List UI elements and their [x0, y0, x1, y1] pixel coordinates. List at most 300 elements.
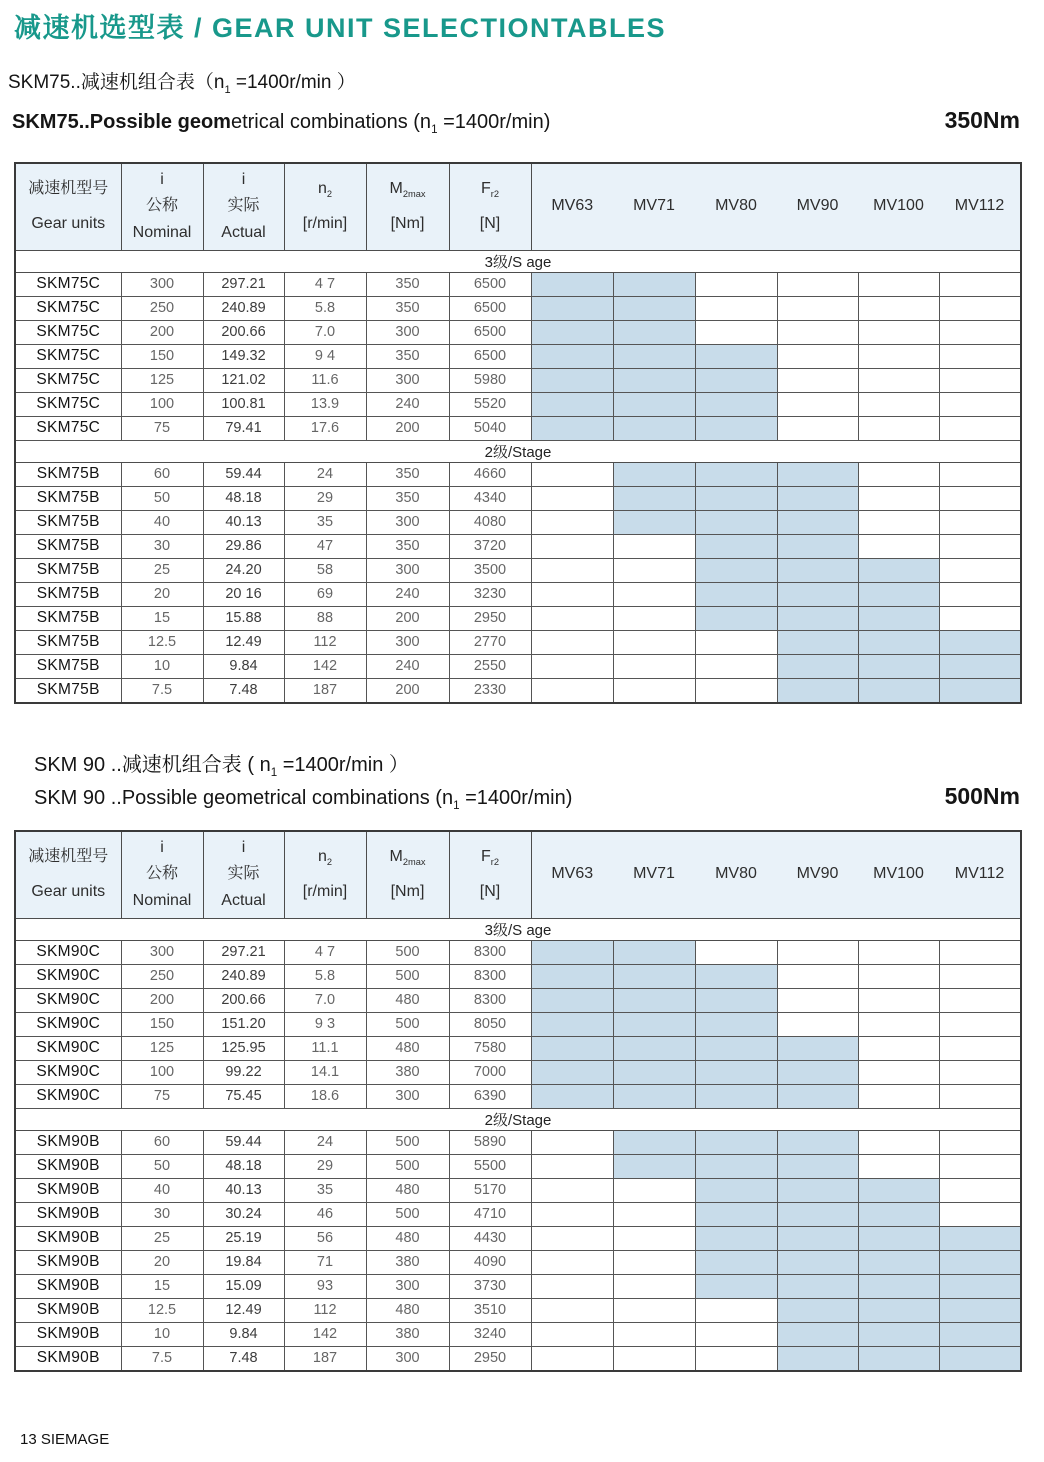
mv-cell-mv112	[939, 1012, 1021, 1036]
radial-force-value: 2950	[449, 606, 531, 630]
mv-cell-mv63	[531, 486, 613, 510]
mv-cell-mv80-available	[695, 558, 777, 582]
ratio-nominal-value: 40	[121, 510, 203, 534]
column-header-line: $M_{2max}$	[389, 180, 426, 200]
column-header-line: MV63	[551, 865, 594, 883]
mv-cell-mv80	[695, 678, 777, 703]
gear-unit-model: SKM75C	[15, 416, 121, 440]
column-header-mv112	[939, 831, 1021, 919]
ratio-actual-value: 59.44	[203, 462, 284, 486]
max-torque-value: 500	[366, 1012, 449, 1036]
column-header-mv71	[613, 831, 695, 919]
column-header-line: $M_{2max}$	[389, 848, 426, 868]
section2-title-en-tail: =1400r/min)	[459, 786, 573, 809]
output-speed-value: 5.8	[284, 964, 366, 988]
max-torque-value: 500	[366, 1154, 449, 1178]
mv-cell-mv90	[777, 940, 858, 964]
max-torque-value: 200	[366, 606, 449, 630]
ratio-nominal-value: 30	[121, 534, 203, 558]
table-row	[15, 462, 1021, 486]
output-speed-value: 112	[284, 1298, 366, 1322]
column-header-line: Gear units	[31, 214, 106, 232]
gear-unit-model: SKM75B	[15, 606, 121, 630]
section1-title-en-bold: SKM75..Possible geom	[12, 110, 231, 133]
radial-force-value: 5170	[449, 1178, 531, 1202]
column-header-mv63	[531, 831, 613, 919]
mv-cell-mv63	[531, 1154, 613, 1178]
mv-cell-mv100-available	[858, 1298, 939, 1322]
max-torque-value: 480	[366, 1036, 449, 1060]
output-speed-value: 7.0	[284, 988, 366, 1012]
ratio-actual-value: 240.89	[203, 296, 284, 320]
column-header-line: Gear units	[31, 882, 106, 900]
mv-cell-mv112	[939, 1178, 1021, 1202]
mv-cell-mv80-available	[695, 1250, 777, 1274]
mv-cell-mv112	[939, 582, 1021, 606]
output-speed-value: 88	[284, 606, 366, 630]
ratio-nominal-value: 20	[121, 582, 203, 606]
max-torque-value: 300	[366, 510, 449, 534]
mv-cell-mv100	[858, 1084, 939, 1108]
table-body-skm90	[15, 918, 1021, 1371]
mv-cell-mv112	[939, 392, 1021, 416]
section1-title-cn	[8, 67, 1044, 94]
mv-cell-mv100	[858, 272, 939, 296]
mv-cell-mv112	[939, 1130, 1021, 1154]
mv-cell-mv71	[613, 534, 695, 558]
mv-cell-mv63	[531, 1178, 613, 1202]
table-row	[15, 678, 1021, 703]
output-speed-value: 56	[284, 1226, 366, 1250]
ratio-actual-value: 240.89	[203, 964, 284, 988]
mv-cell-mv90-available	[777, 1274, 858, 1298]
column-header-mv80	[695, 831, 777, 919]
column-header-line: MV100	[873, 865, 924, 883]
max-torque-value: 500	[366, 1130, 449, 1154]
ratio-nominal-value: 25	[121, 1226, 203, 1250]
section1-title-en-tail: =1400r/min)	[437, 110, 551, 133]
mv-cell-mv80-available	[695, 392, 777, 416]
table-row	[15, 1060, 1021, 1084]
ratio-actual-value: 79.41	[203, 416, 284, 440]
column-header-mv63	[531, 163, 613, 251]
mv-cell-mv112	[939, 510, 1021, 534]
mv-cell-mv71-available	[613, 344, 695, 368]
output-speed-value: 71	[284, 1250, 366, 1274]
mv-cell-mv100	[858, 462, 939, 486]
table-row	[15, 1202, 1021, 1226]
gear-unit-model: SKM90C	[15, 1012, 121, 1036]
mv-cell-mv71-available	[613, 988, 695, 1012]
radial-force-value: 6390	[449, 1084, 531, 1108]
ratio-nominal-value: 200	[121, 320, 203, 344]
table-row	[15, 1274, 1021, 1298]
mv-cell-mv63	[531, 1202, 613, 1226]
mv-cell-mv71-available	[613, 1036, 695, 1060]
max-torque-value: 500	[366, 1202, 449, 1226]
column-header-line: $F_{r2}$	[480, 180, 500, 200]
column-header-line: 公称	[145, 865, 178, 883]
mv-cell-mv80-available	[695, 1178, 777, 1202]
stage-section-row	[15, 1108, 1021, 1130]
mv-cell-mv100	[858, 486, 939, 510]
table-row	[15, 1322, 1021, 1346]
mv-cell-mv90-available	[777, 582, 858, 606]
ratio-actual-value: 59.44	[203, 1130, 284, 1154]
gear-unit-model: SKM90B	[15, 1154, 121, 1178]
stage-section-row	[15, 918, 1021, 940]
mv-cell-mv112	[939, 486, 1021, 510]
mv-cell-mv71	[613, 1250, 695, 1274]
column-header-line: $n_2$	[317, 848, 333, 868]
ratio-actual-value: 9.84	[203, 654, 284, 678]
ratio-actual-value: 24.20	[203, 558, 284, 582]
column-header-max-torque-m2max	[366, 831, 449, 919]
output-speed-value: 29	[284, 486, 366, 510]
mv-cell-mv63-available	[531, 940, 613, 964]
table-header-row	[15, 163, 1021, 251]
ratio-actual-value: 25.19	[203, 1226, 284, 1250]
mv-cell-mv80-available	[695, 1084, 777, 1108]
section1-title-row	[12, 107, 1020, 134]
section2-title-en	[34, 787, 572, 810]
column-header-line: Actual	[221, 223, 266, 241]
column-header-line: 实际	[227, 865, 260, 883]
max-torque-value: 200	[366, 416, 449, 440]
mv-cell-mv80-available	[695, 582, 777, 606]
radial-force-value: 3500	[449, 558, 531, 582]
mv-cell-mv80-available	[695, 1060, 777, 1084]
gear-unit-model: SKM90B	[15, 1346, 121, 1371]
table-row	[15, 964, 1021, 988]
mv-cell-mv71	[613, 1178, 695, 1202]
column-header-mv80	[695, 163, 777, 251]
mv-cell-mv100-available	[858, 558, 939, 582]
gear-unit-model: SKM90B	[15, 1274, 121, 1298]
torque-rating-350: 350Nm	[944, 106, 1020, 133]
mv-cell-mv63-available	[531, 964, 613, 988]
mv-cell-mv63-available	[531, 1036, 613, 1060]
column-header-line: i	[160, 171, 164, 189]
max-torque-value: 380	[366, 1322, 449, 1346]
output-speed-value: 142	[284, 654, 366, 678]
mv-cell-mv80	[695, 630, 777, 654]
gear-unit-model: SKM75B	[15, 462, 121, 486]
mv-cell-mv71	[613, 606, 695, 630]
radial-force-value: 6500	[449, 296, 531, 320]
mv-cell-mv90	[777, 988, 858, 1012]
mv-cell-mv100	[858, 534, 939, 558]
stage-section-label: 3级/S age	[15, 250, 1021, 272]
mv-cell-mv63	[531, 1298, 613, 1322]
mv-cell-mv80	[695, 654, 777, 678]
mv-cell-mv63	[531, 678, 613, 703]
mv-cell-mv71	[613, 1322, 695, 1346]
mv-cell-mv112	[939, 534, 1021, 558]
mv-cell-mv112	[939, 296, 1021, 320]
column-header-line: Actual	[221, 891, 266, 909]
mv-cell-mv112	[939, 344, 1021, 368]
section2-title-en-mid: SKM 90 ..Possible geometrical combinations (n	[34, 786, 454, 809]
mv-cell-mv71-available	[613, 940, 695, 964]
table-row	[15, 534, 1021, 558]
ratio-nominal-value: 15	[121, 606, 203, 630]
mv-cell-mv71	[613, 678, 695, 703]
mv-cell-mv71-available	[613, 486, 695, 510]
gear-unit-model: SKM90B	[15, 1130, 121, 1154]
gear-unit-model: SKM75C	[15, 344, 121, 368]
mv-cell-mv90-available	[777, 486, 858, 510]
ratio-actual-value: 20 16	[203, 582, 284, 606]
gear-unit-model: SKM90B	[15, 1202, 121, 1226]
mv-cell-mv71	[613, 1226, 695, 1250]
mv-cell-mv63	[531, 534, 613, 558]
mv-cell-mv100-available	[858, 654, 939, 678]
catalog-page	[0, 14, 1044, 1462]
section1-title-en-mid: etrical combinations (n	[230, 110, 432, 133]
mv-cell-mv80	[695, 940, 777, 964]
mv-cell-mv63	[531, 1130, 613, 1154]
ratio-nominal-value: 50	[121, 1154, 203, 1178]
mv-cell-mv112	[939, 462, 1021, 486]
ratio-actual-value: 12.49	[203, 1298, 284, 1322]
table-row	[15, 1130, 1021, 1154]
mv-cell-mv100-available	[858, 1346, 939, 1371]
mv-cell-mv63	[531, 1274, 613, 1298]
output-speed-value: 13.9	[284, 392, 366, 416]
table-row	[15, 1346, 1021, 1371]
gear-unit-model: SKM90B	[15, 1178, 121, 1202]
mv-cell-mv112	[939, 1202, 1021, 1226]
ratio-nominal-value: 60	[121, 1130, 203, 1154]
radial-force-value: 5520	[449, 392, 531, 416]
mv-cell-mv71-available	[613, 320, 695, 344]
mv-cell-mv71-available	[613, 1060, 695, 1084]
mv-cell-mv112-available	[939, 654, 1021, 678]
column-header-line: [Nm]	[390, 882, 425, 900]
section1-title-cn-text: SKM75..减速机组合表（n	[8, 71, 225, 93]
mv-cell-mv90-available	[777, 1178, 858, 1202]
table-body-skm75	[15, 250, 1021, 703]
mv-cell-mv71-available	[613, 1012, 695, 1036]
mv-cell-mv100-available	[858, 678, 939, 703]
mv-cell-mv80-available	[695, 368, 777, 392]
stage-section-row	[15, 440, 1021, 462]
max-torque-value: 300	[366, 1346, 449, 1371]
mv-cell-mv100-available	[858, 1178, 939, 1202]
mv-cell-mv112-available	[939, 630, 1021, 654]
column-header-line: MV112	[954, 197, 1005, 215]
ratio-actual-value: 75.45	[203, 1084, 284, 1108]
gear-unit-model: SKM90C	[15, 1084, 121, 1108]
mv-cell-mv63	[531, 1226, 613, 1250]
mv-cell-mv63-available	[531, 296, 613, 320]
column-header-mv90	[777, 163, 858, 251]
table-row	[15, 368, 1021, 392]
column-header-line: MV100	[873, 197, 924, 215]
mv-cell-mv90-available	[777, 1060, 858, 1084]
mv-cell-mv71	[613, 582, 695, 606]
ratio-nominal-value: 10	[121, 654, 203, 678]
stage-section-label: 3级/S age	[15, 918, 1021, 940]
gear-unit-model: SKM90C	[15, 1060, 121, 1084]
gear-unit-model: SKM75B	[15, 510, 121, 534]
gear-unit-model: SKM90B	[15, 1298, 121, 1322]
mv-cell-mv100	[858, 344, 939, 368]
mv-cell-mv100	[858, 1036, 939, 1060]
subscript-n1: 1	[270, 765, 278, 779]
gear-table-skm75	[14, 162, 1022, 704]
ratio-nominal-value: 50	[121, 486, 203, 510]
max-torque-value: 480	[366, 1226, 449, 1250]
max-torque-value: 480	[366, 988, 449, 1012]
radial-force-value: 3240	[449, 1322, 531, 1346]
mv-cell-mv71-available	[613, 392, 695, 416]
section2-title-row	[34, 783, 1020, 810]
mv-cell-mv63	[531, 606, 613, 630]
mv-cell-mv80-available	[695, 510, 777, 534]
output-speed-value: 4 7	[284, 940, 366, 964]
ratio-actual-value: 149.32	[203, 344, 284, 368]
mv-cell-mv71-available	[613, 964, 695, 988]
mv-cell-mv90-available	[777, 1130, 858, 1154]
mv-cell-mv100-available	[858, 1202, 939, 1226]
max-torque-value: 480	[366, 1298, 449, 1322]
output-speed-value: 7.0	[284, 320, 366, 344]
max-torque-value: 300	[366, 630, 449, 654]
column-header-gear-units	[15, 163, 121, 251]
mv-cell-mv90	[777, 344, 858, 368]
mv-cell-mv71-available	[613, 1130, 695, 1154]
radial-force-value: 7580	[449, 1036, 531, 1060]
table-row	[15, 392, 1021, 416]
mv-cell-mv80	[695, 272, 777, 296]
ratio-nominal-value: 7.5	[121, 678, 203, 703]
column-header-line: 实际	[227, 197, 260, 215]
mv-cell-mv80-available	[695, 964, 777, 988]
mv-cell-mv90-available	[777, 1036, 858, 1060]
table-row	[15, 558, 1021, 582]
radial-force-value: 6500	[449, 272, 531, 296]
mv-cell-mv71	[613, 654, 695, 678]
column-header-gear-units	[15, 831, 121, 919]
ratio-nominal-value: 200	[121, 988, 203, 1012]
gear-unit-model: SKM90C	[15, 940, 121, 964]
mv-cell-mv63-available	[531, 344, 613, 368]
mv-cell-mv63-available	[531, 1012, 613, 1036]
column-header-line: 减速机型号	[28, 180, 109, 198]
radial-force-value: 5980	[449, 368, 531, 392]
mv-cell-mv112-available	[939, 1226, 1021, 1250]
table-row	[15, 486, 1021, 510]
output-speed-value: 142	[284, 1322, 366, 1346]
mv-cell-mv112-available	[939, 1250, 1021, 1274]
max-torque-value: 300	[366, 368, 449, 392]
max-torque-value: 350	[366, 534, 449, 558]
ratio-actual-value: 48.18	[203, 1154, 284, 1178]
mv-cell-mv90-available	[777, 534, 858, 558]
gear-unit-model: SKM75C	[15, 392, 121, 416]
radial-force-value: 5040	[449, 416, 531, 440]
mv-cell-mv90	[777, 320, 858, 344]
mv-cell-mv80-available	[695, 534, 777, 558]
mv-cell-mv63-available	[531, 392, 613, 416]
mv-cell-mv63	[531, 582, 613, 606]
radial-force-value: 8300	[449, 988, 531, 1012]
column-header-mv90	[777, 831, 858, 919]
column-header-line: $n_2$	[317, 180, 333, 200]
mv-cell-mv112	[939, 1154, 1021, 1178]
mv-cell-mv112	[939, 940, 1021, 964]
mv-cell-mv71-available	[613, 462, 695, 486]
mv-cell-mv112	[939, 368, 1021, 392]
table-row	[15, 272, 1021, 296]
output-speed-value: 35	[284, 1178, 366, 1202]
mv-cell-mv90-available	[777, 462, 858, 486]
column-header-line: MV112	[954, 865, 1005, 883]
gear-unit-model: SKM75B	[15, 534, 121, 558]
ratio-nominal-value: 150	[121, 344, 203, 368]
mv-cell-mv80-available	[695, 1130, 777, 1154]
gear-unit-model: SKM75C	[15, 368, 121, 392]
mv-cell-mv71-available	[613, 510, 695, 534]
max-torque-value: 240	[366, 392, 449, 416]
column-header-line: MV63	[551, 197, 594, 215]
output-speed-value: 69	[284, 582, 366, 606]
mv-cell-mv112	[939, 320, 1021, 344]
stage-section-row	[15, 250, 1021, 272]
radial-force-value: 4430	[449, 1226, 531, 1250]
mv-cell-mv80-available	[695, 1226, 777, 1250]
ratio-actual-value: 40.13	[203, 1178, 284, 1202]
gear-unit-model: SKM90B	[15, 1322, 121, 1346]
mv-cell-mv90-available	[777, 1202, 858, 1226]
mv-cell-mv63-available	[531, 368, 613, 392]
mv-cell-mv71	[613, 1202, 695, 1226]
mv-cell-mv90	[777, 392, 858, 416]
mv-cell-mv80	[695, 1298, 777, 1322]
ratio-nominal-value: 100	[121, 1060, 203, 1084]
ratio-nominal-value: 300	[121, 272, 203, 296]
gear-unit-model: SKM75B	[15, 558, 121, 582]
gear-unit-model: SKM90C	[15, 964, 121, 988]
mv-cell-mv90-available	[777, 1322, 858, 1346]
mv-cell-mv100	[858, 392, 939, 416]
radial-force-value: 5500	[449, 1154, 531, 1178]
column-header-line: MV80	[715, 197, 757, 215]
radial-force-value: 4710	[449, 1202, 531, 1226]
gear-unit-model: SKM75B	[15, 582, 121, 606]
mv-cell-mv80-available	[695, 344, 777, 368]
gear-unit-model: SKM90C	[15, 988, 121, 1012]
column-header-line: MV80	[715, 865, 757, 883]
ratio-nominal-value: 40	[121, 1178, 203, 1202]
column-header-ratio-actual	[203, 831, 284, 919]
subscript-n1: 1	[224, 83, 231, 96]
mv-cell-mv112	[939, 272, 1021, 296]
gear-unit-model: SKM75B	[15, 630, 121, 654]
mv-cell-mv100	[858, 368, 939, 392]
mv-cell-mv71-available	[613, 272, 695, 296]
table-row	[15, 1298, 1021, 1322]
mv-cell-mv90	[777, 368, 858, 392]
ratio-actual-value: 7.48	[203, 1346, 284, 1371]
column-header-mv112	[939, 163, 1021, 251]
section2-title-cn	[34, 748, 1044, 777]
ratio-nominal-value: 20	[121, 1250, 203, 1274]
output-speed-value: 9 4	[284, 344, 366, 368]
stage-section-label: 2级/Stage	[15, 1108, 1021, 1130]
